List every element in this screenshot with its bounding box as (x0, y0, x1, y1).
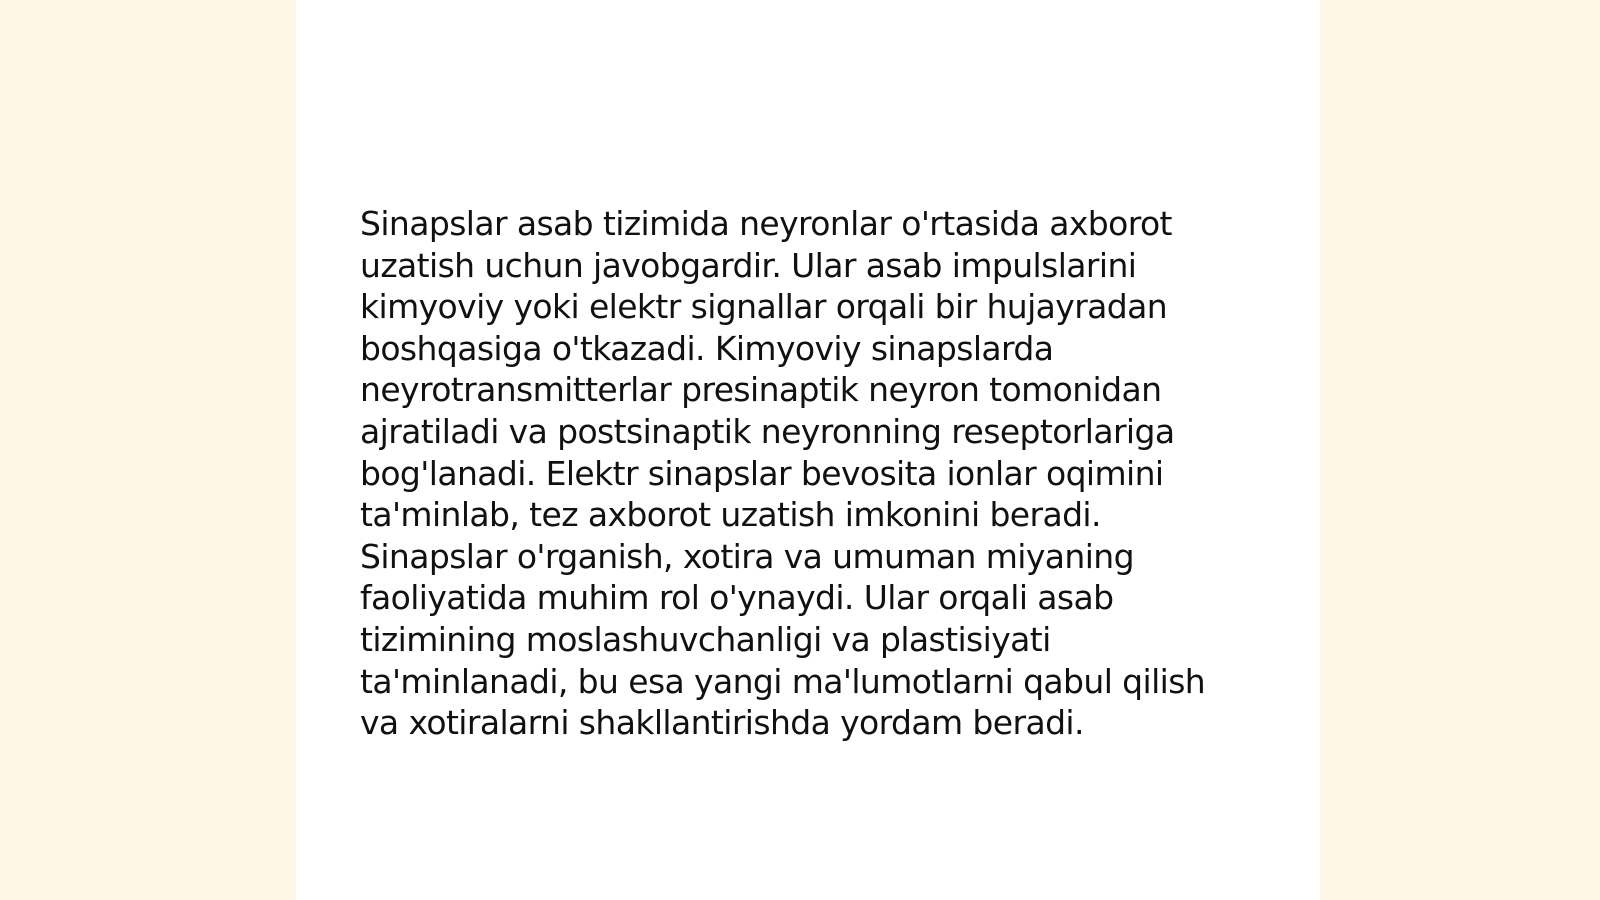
text-line: ta'minlab, tez axborot uzatish imkonini beradi. (360, 495, 1101, 535)
text-line: ta'minlanadi, bu esa yangi ma'lumotlarni qabul qilish (360, 661, 1206, 701)
text-line: ajratiladi va postsinaptik neyronning reseptorlariga (360, 411, 1175, 451)
text-line: va xotiralarni shakllantirishda yordam beradi. (360, 703, 1084, 743)
text-line: tizimining moslashuvchanligi va plastisiyati (360, 619, 1051, 659)
text-line: faoliyatida muhim rol o'ynaydi. Ular orqali asab (360, 578, 1114, 618)
text-line: kimyoviy yoki elektr signallar orqali bir hujayradan (360, 287, 1168, 327)
body-paragraph (360, 203, 1240, 744)
text-line: Sinapslar asab tizimida neyronlar o'rtasida axborot (360, 204, 1172, 243)
text-line: bog'lanadi. Elektr sinapslar bevosita ionlar oqimini (360, 453, 1164, 493)
text-line: Sinapslar o'rganish, xotira va umuman miyaning (360, 536, 1134, 576)
page (296, 0, 1320, 900)
text-line: uzatish uchun javobgardir. Ular asab impulslarini (360, 245, 1137, 285)
text-line: boshqasiga o'tkazadi. Kimyoviy sinapslarda (360, 328, 1054, 368)
text-line: neyrotransmitterlar presinaptik neyron tomonidan (360, 370, 1162, 410)
